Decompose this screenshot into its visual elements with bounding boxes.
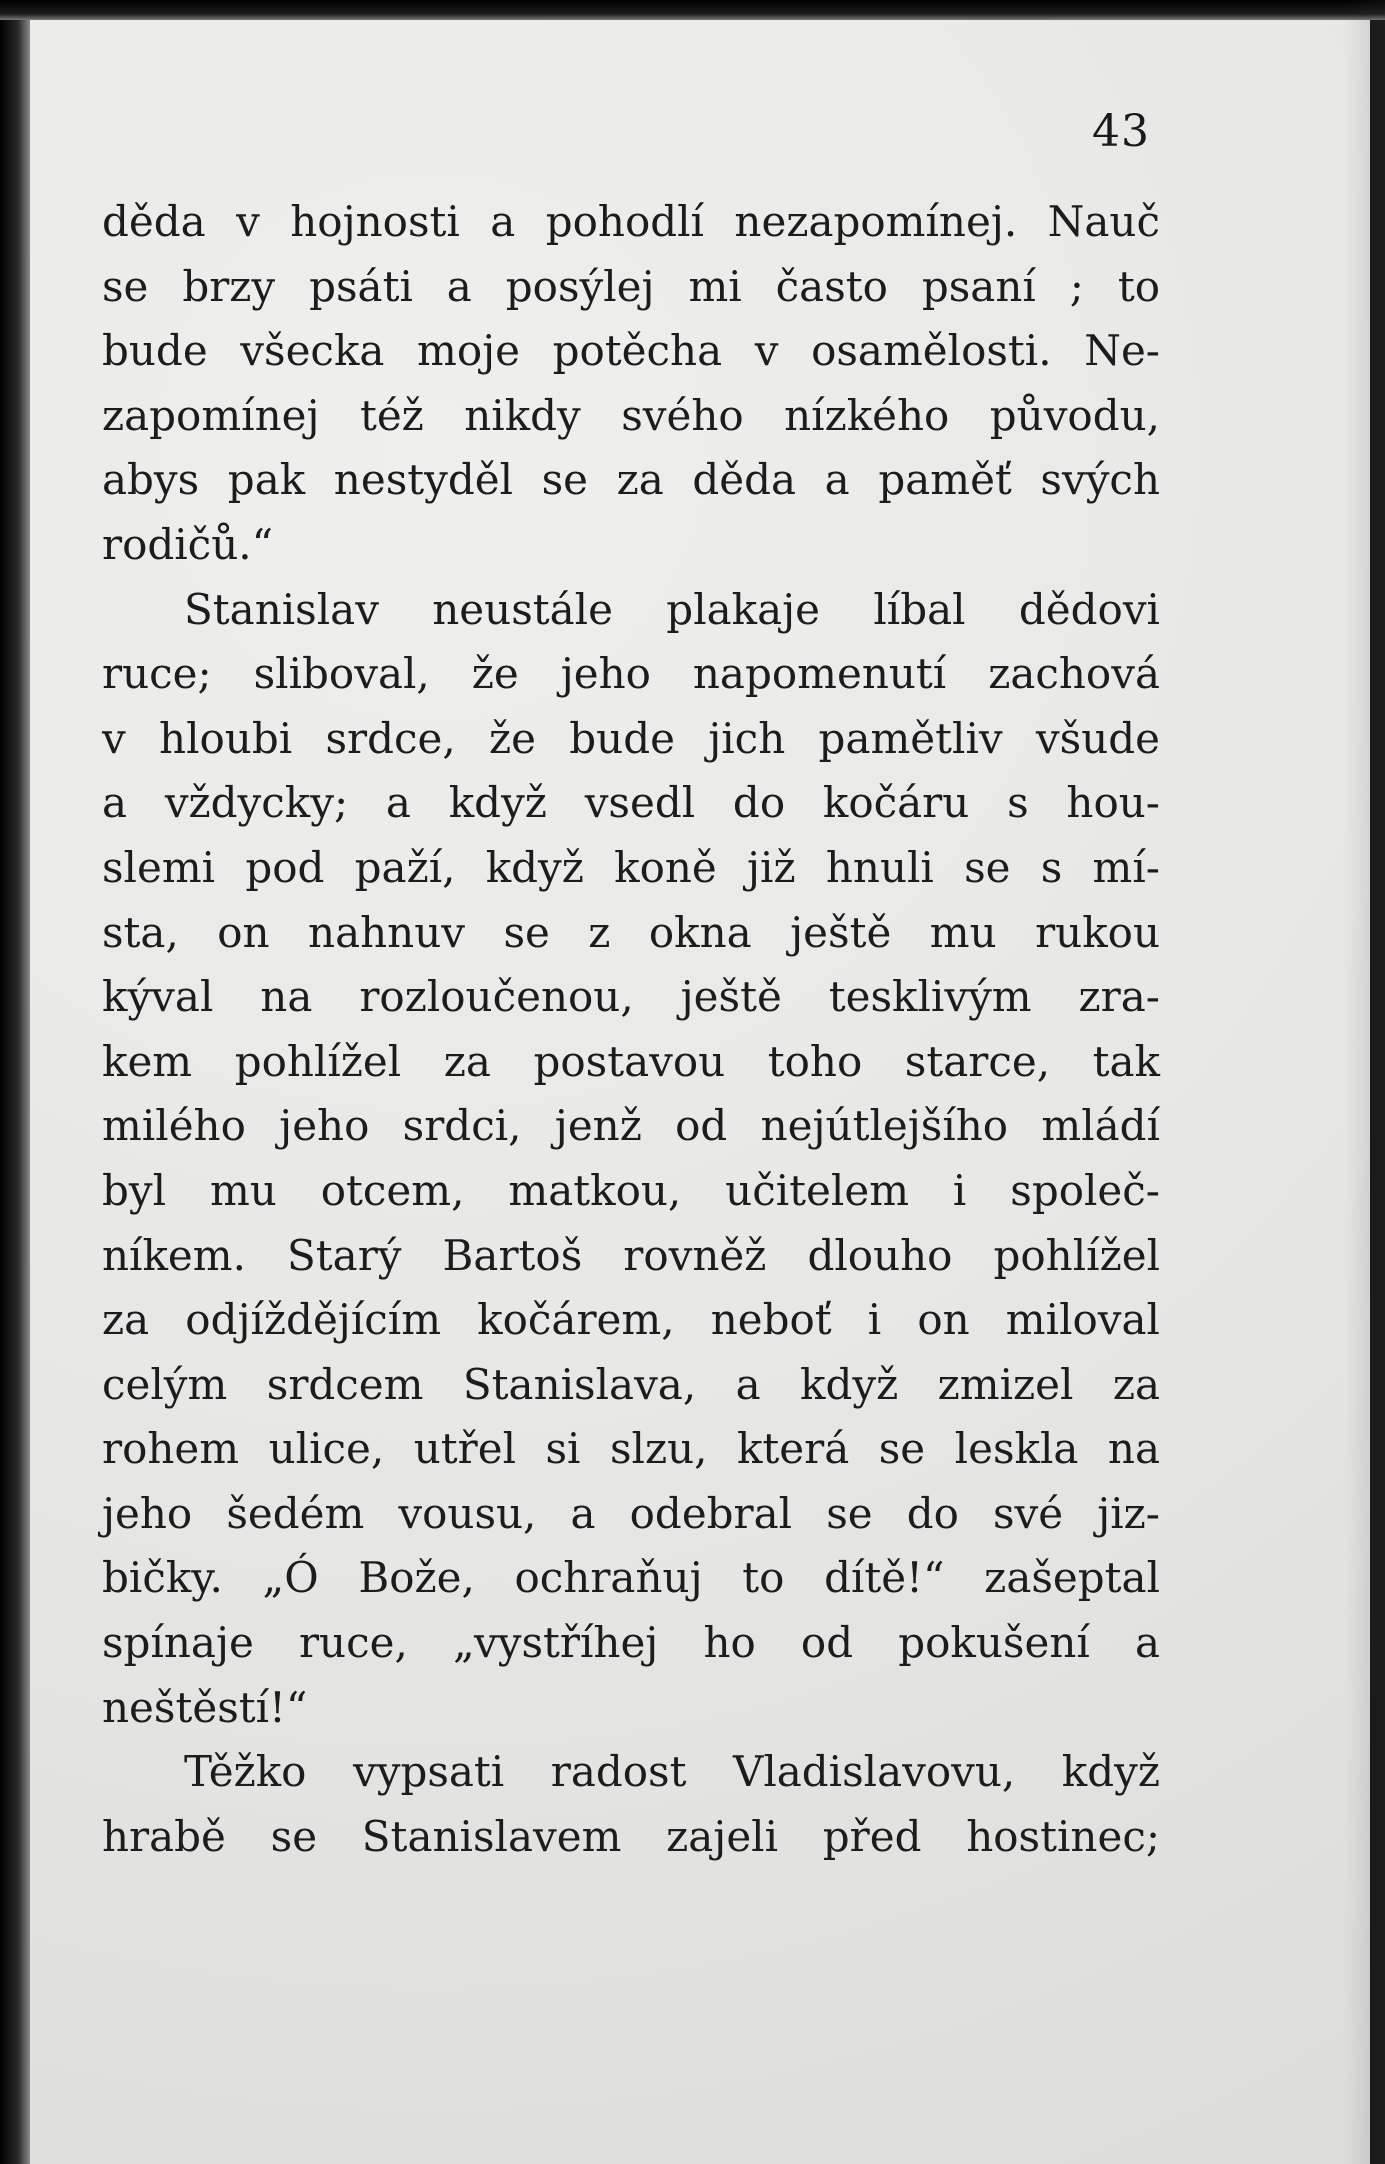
page-shadow-right (1345, 0, 1385, 2164)
text-line: se brzy psáti a posýlej mi často psaní ; to (102, 261, 1160, 311)
body-text (102, 190, 1160, 1869)
text-line: níkem. Starý Bartoš rovněž dlouho pohlížel (102, 1230, 1160, 1280)
text-line: milého jeho srdci, jenž od nejútlejšího mládí (102, 1101, 1160, 1151)
text-line: ruce; sliboval, že jeho napomenutí zachová (102, 649, 1160, 699)
text-line: zapomínej též nikdy svého nízkého původu, (102, 390, 1160, 440)
page-number: 43 (1092, 106, 1150, 157)
text-line: kýval na rozloučenou, ještě tesklivým zra- (102, 972, 1160, 1022)
text-line: Stanislav neustále plakaje líbal dědovi (184, 584, 1160, 634)
scan-border-top (0, 0, 1385, 20)
text-line: za odjíždějícím kočárem, neboť i on miloval (102, 1295, 1160, 1345)
text-line: sta, on nahnuv se z okna ještě mu rukou (102, 907, 1160, 957)
text-line: spínaje ruce, „vystříhej ho od pokušení a (102, 1618, 1160, 1668)
text-line: v hloubi srdce, že bude jich pamětliv všude (102, 713, 1160, 763)
text-line: a vždycky; a když vsedl do kočáru s hou- (102, 778, 1160, 828)
text-line: hrabě se Stanislavem zajeli před hostinec; (102, 1811, 1160, 1861)
text-line: slemi pod paží, když koně již hnuli se s mí- (102, 842, 1160, 892)
text-line: rohem ulice, utřel si slzu, která se leskla na (102, 1424, 1160, 1474)
text-line: rodičů.“ (102, 519, 274, 569)
text-line: celým srdcem Stanislava, a když zmizel za (102, 1359, 1160, 1409)
scan-border-left (0, 0, 30, 2164)
text-line: byl mu otcem, matkou, učitelem i společ- (102, 1165, 1160, 1215)
text-line: jeho šedém vousu, a odebral se do své jiz- (102, 1488, 1160, 1538)
text-line: děda v hojnosti a pohodlí nezapomínej. Nauč (102, 197, 1160, 246)
text-line: Těžko vypsati radost Vladislavovu, když (184, 1747, 1160, 1797)
text-line: neštěstí!“ (102, 1682, 308, 1732)
text-line: abys pak nestyděl se za děda a paměť svých (102, 455, 1160, 505)
text-line: bičky. „Ó Bože, ochraňuj to dítě!“ zašeptal (102, 1553, 1160, 1603)
text-line: kem pohlížel za postavou toho starce, tak (102, 1036, 1160, 1086)
text-line: bude všecka moje potěcha v osamělosti. Ne- (102, 326, 1160, 376)
